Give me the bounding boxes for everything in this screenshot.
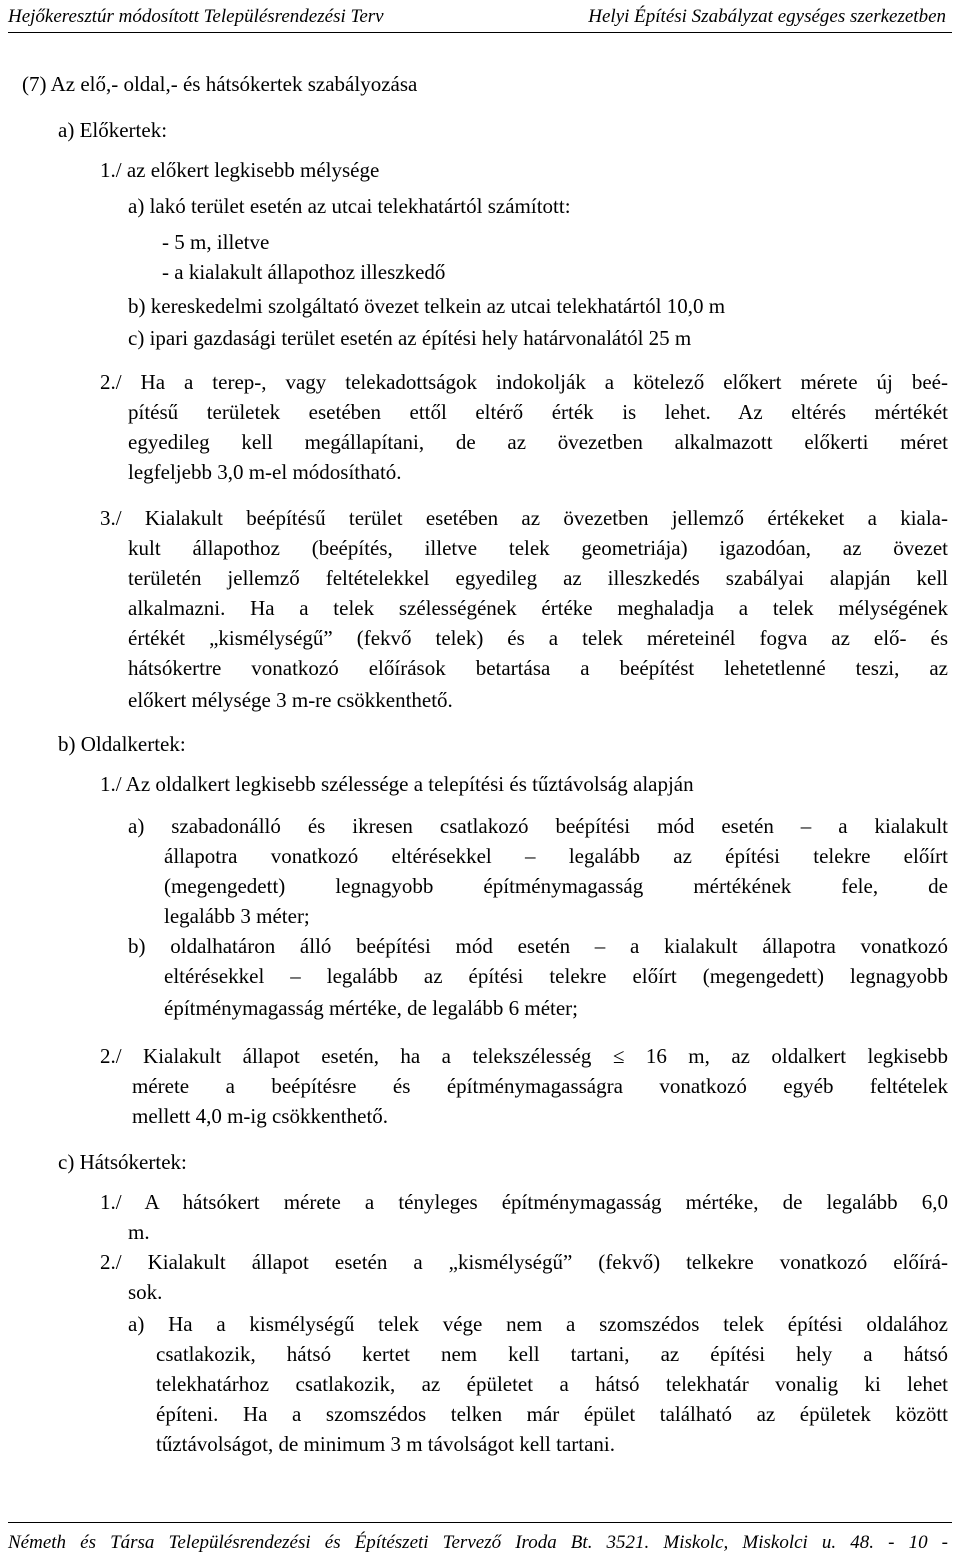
side-pa-line: legalább 3 méter; (164, 904, 310, 928)
front-p3-line: kult állapothoz (beépítés, illetve telek geometriája) igazodóan, az övezet (128, 536, 948, 560)
side-yard-heading: b) Oldalkertek: (58, 732, 186, 756)
side-p2-line: mellett 4,0 m-ig csökkenthető. (132, 1104, 389, 1128)
rear-pa-line: tűztávolságot, de minimum 3 m távolságot kell tartani. (156, 1432, 615, 1456)
footer-rule (8, 1522, 952, 1523)
rear-pa-line: a) Ha a kismélységű telek vége nem a szomszédos telek építési oldalához (128, 1312, 948, 1336)
front-p2-line: pítésű területek esetében ettől eltérő érték is lehet. Az eltérés mértékét (128, 400, 948, 424)
side-pa-line: állapotra vonatkozó eltérésekkel – legalább az építési telekre előírt (164, 844, 948, 868)
side-pa-line: a) szabadonálló és ikresen csatlakozó beépítési mód esetén – a kialakult (128, 814, 948, 838)
front-p1-line: b) kereskedelmi szolgáltató övezet telkein az utcai telekhatártól 10,0 m (128, 294, 726, 318)
side-pb-line: b) oldalhatáron álló beépítési mód esetén – a kialakult állapotra vonatkozó (128, 934, 948, 958)
front-p2-line: legfeljebb 3,0 m-el módosítható. (128, 460, 402, 484)
header-rule (8, 32, 952, 33)
front-p1-line: - a kialakult állapothoz illeszkedő (162, 260, 446, 284)
front-p1-line: - 5 m, illetve (162, 230, 270, 254)
rear-p2-line: 2./ Kialakult állapot esetén a „kismélységű” (fekvő) telkekre vonatkozó előírá- (100, 1250, 948, 1274)
front-p3-line: értékét „kismélységű” (fekvő telek) és a telek méreteinél fogva az elő- és (128, 626, 948, 650)
side-p1: 1./ Az oldalkert legkisebb szélessége a telepítési és tűztávolság alapján (100, 772, 694, 796)
rear-yard-heading: c) Hátsókertek: (58, 1150, 187, 1174)
front-yard-heading: a) Előkertek: (58, 118, 168, 142)
rear-p1-line: m. (128, 1220, 150, 1244)
rear-pa-line: telekhatárhoz csatlakozik, az épületet a hátsó telekhatár vonalig ki lehet (156, 1372, 948, 1396)
running-header-right: Helyi Építési Szabályzat egységes szerkezetben (588, 6, 946, 27)
front-p1-line: c) ipari gazdasági terület esetén az építési hely határvonalától 25 m (128, 326, 692, 350)
front-p2-line: egyedileg kell megállapítani, de az övezetben alkalmazott előkerti méret (128, 430, 948, 454)
side-p2-line: mérete a beépítésre és építménymagasságra vonatkozó egyéb feltételek (132, 1074, 948, 1098)
front-p3-line: hátsókertre vonatkozó előírások betartása a beépítést lehetetlenné teszi, az (128, 656, 948, 680)
front-p1-line: a) lakó terület esetén az utcai telekhatártól számított: (128, 194, 571, 218)
side-p2-line: 2./ Kialakult állapot esetén, ha a telekszélesség ≤ 16 m, az oldalkert legkisebb (100, 1044, 948, 1068)
footer-text: Németh és Társa Településrendezési és Építészeti Tervező Iroda Bt. 3521. Miskolc, Miskolci u. 48. - 10 - (8, 1532, 948, 1553)
side-pa-line: (megengedett) legnagyobb építménymagasság mértékének fele, de (164, 874, 948, 898)
section-title: (7) Az elő,- oldal,- és hátsókertek szabályozása (22, 72, 418, 96)
rear-p1-line: 1./ A hátsókert mérete a tényleges építménymagasság mértéke, de legalább 6,0 (100, 1190, 948, 1214)
side-pb-line: eltérésekkel – legalább az építési telekre előírt (megengedett) legnagyobb (164, 964, 948, 988)
front-p3-line: alkalmazni. Ha a telek szélességének értéke meghaladja a telek mélységének (128, 596, 948, 620)
rear-pa-line: építeni. Ha a szomszédos telken már épület található az épületek között (156, 1402, 948, 1426)
front-p3-line: előkert mélysége 3 m-re csökkenthető. (128, 688, 453, 712)
front-p3-line: 3./ Kialakult beépítésű terület esetében az övezetben jellemző értékeket a kiala- (100, 506, 948, 530)
running-header-left: Hejőkeresztúr módosított Településrendezési Terv (8, 6, 384, 27)
rear-pa-line: csatlakozik, hátsó kertet nem kell tartani, az építési hely a hátsó (156, 1342, 948, 1366)
rear-p2-line: sok. (128, 1280, 163, 1304)
side-pb-line: építménymagasság mértéke, de legalább 6 méter; (164, 996, 579, 1020)
front-p3-line: területén jellemző feltételekkel egyedileg az illeszkedés szabályai alapján kell (128, 566, 948, 590)
front-p1-line: 1./ az előkert legkisebb mélysége (100, 158, 380, 182)
front-p2-line: 2./ Ha a terep-, vagy telekadottságok indokolják a kötelező előkert mérete új beé- (100, 370, 948, 394)
